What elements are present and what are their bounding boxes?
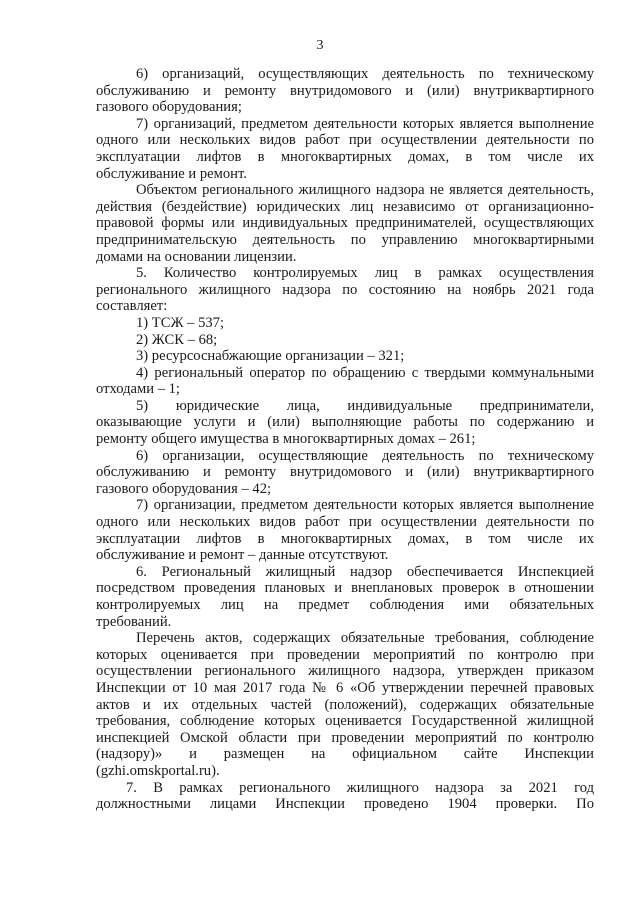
text-line: 3) ресурсоснабжающие организации – 321; bbox=[136, 348, 405, 365]
text-line: которых оценивается при проведении мероприятий по контролю при bbox=[96, 646, 594, 663]
text-line: одного или нескольких видов работ при осуществлении деятельности по bbox=[96, 514, 594, 531]
text-line: обслуживанию и ремонту внутридомового и (или) внутриквартирного bbox=[96, 82, 594, 99]
text-line: газового оборудования; bbox=[96, 99, 242, 116]
text-line: эксплуатации лифтов в многоквартирных домах, в том числе их bbox=[96, 148, 594, 165]
body-text bbox=[96, 66, 594, 813]
text-line: правовой формы или индивидуальных предпринимателей, осуществляющих bbox=[96, 215, 594, 232]
text-line: должностными лицами Инспекции проведено 1904 проверки. По bbox=[96, 796, 594, 813]
text-line: действия (бездействие) юридических лиц независимо от организационно- bbox=[96, 198, 594, 215]
text-line: Инспекции от 10 мая 2017 года № 6 «Об утверждении перечней правовых bbox=[96, 679, 594, 696]
text-line: (надзору)» и размещен на официальном сайте Инспекции bbox=[96, 746, 594, 763]
text-line: составляет: bbox=[96, 298, 168, 315]
text-line: (gzhi.omskportal.ru). bbox=[96, 762, 220, 779]
text-line: 4) региональный оператор по обращению с твердыми коммунальными bbox=[136, 364, 594, 381]
text-line: предпринимательскую деятельность по управлению многоквартирными bbox=[96, 231, 594, 248]
text-line: требования, соблюдение которых оценивается Государственной жилищной bbox=[96, 713, 594, 730]
text-line: оказывающие услуги и (или) выполняющие работы по содержанию и bbox=[96, 414, 594, 431]
text-line: одного или нескольких видов работ при осуществлении деятельности по bbox=[96, 132, 594, 149]
text-line: контролируемых лиц на предмет соблюдения ими обязательных bbox=[96, 597, 594, 613]
text-line: 7) организаций, предметом деятельности которых является выполнение bbox=[136, 115, 594, 132]
text-line: 6. Региональный жилищный надзор обеспечивается Инспекцией bbox=[136, 563, 594, 580]
text-line: 7) организации, предметом деятельности которых является выполнение bbox=[136, 497, 594, 514]
text-line: домами на основании лицензии. bbox=[96, 248, 297, 265]
text-line: обслуживание и ремонт. bbox=[96, 165, 247, 182]
text-line: 5) юридические лица, индивидуальные предприниматели, bbox=[136, 397, 594, 414]
text-line: Перечень актов, содержащих обязательные требования, соблюдение bbox=[136, 630, 594, 647]
text-line: 5. Количество контролируемых лиц в рамках осуществления bbox=[136, 265, 594, 282]
text-line: 6) организации, осуществляющие деятельность по техническому bbox=[136, 447, 594, 464]
text-line: газового оборудования – 42; bbox=[96, 480, 272, 497]
text-line: регионального жилищного надзора по состоянию на ноябрь 2021 года bbox=[96, 281, 594, 298]
text-line: требований. bbox=[96, 613, 172, 630]
text-line: обслуживание и ремонт – данные отсутствуют. bbox=[96, 547, 389, 564]
text-line: ремонту общего имущества в многоквартирных домах – 261; bbox=[96, 431, 476, 448]
text-line: Объектом регионального жилищного надзора не является деятельность, bbox=[136, 182, 594, 199]
page-number: 3 bbox=[316, 38, 324, 53]
text-line: инспекцией Омской области при проведении мероприятий по контролю bbox=[96, 729, 594, 746]
text-line: посредством проведения плановых и внеплановых проверок в отношении bbox=[96, 580, 594, 597]
text-line: 2) ЖСК – 68; bbox=[136, 331, 218, 348]
text-line: 7. В рамках регионального жилищного надзора за 2021 год bbox=[126, 779, 594, 796]
text-line: осуществлении регионального жилищного надзора, утвержден приказом bbox=[96, 663, 594, 680]
text-line: обслуживанию и ремонту внутридомового и (или) внутриквартирного bbox=[96, 464, 594, 481]
text-line: актов и их отдельных частей (положений), содержащих обязательные bbox=[96, 696, 594, 713]
text-line: эксплуатации лифтов в многоквартирных домах, в том числе их bbox=[96, 530, 594, 547]
text-line: отходами – 1; bbox=[96, 381, 180, 398]
text-line: 6) организаций, осуществляющих деятельность по техническому bbox=[136, 66, 594, 82]
text-line: 1) ТСЖ – 537; bbox=[136, 314, 225, 331]
